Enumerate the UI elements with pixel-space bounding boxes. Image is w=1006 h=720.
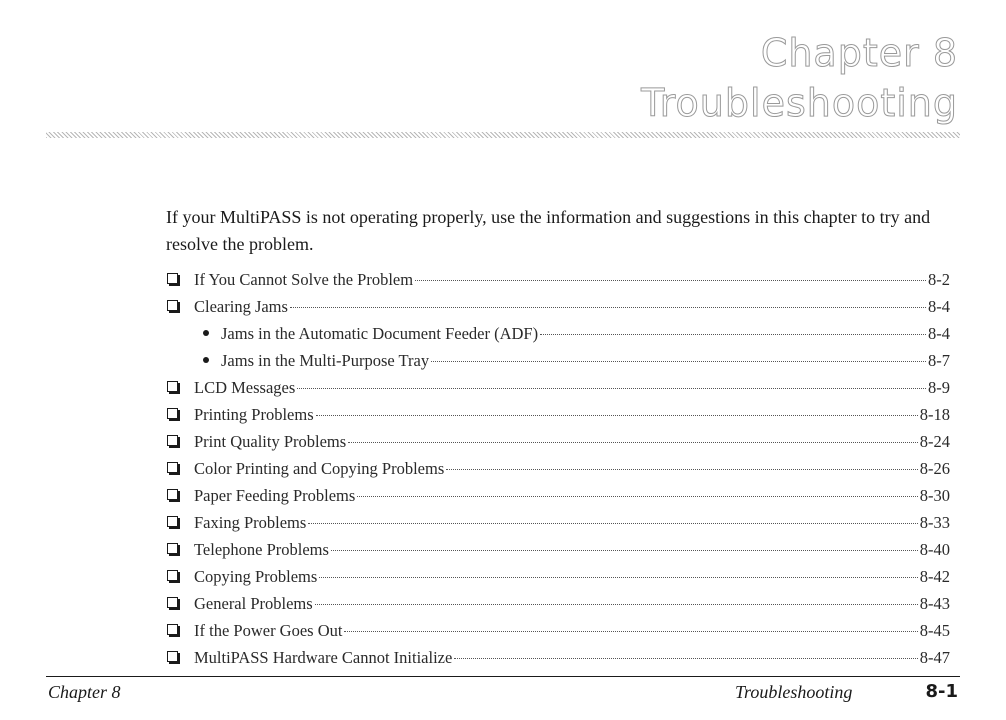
dot-leader bbox=[331, 550, 918, 551]
toc-entry-title: Telephone Problems bbox=[194, 540, 329, 559]
toc-entry-title: LCD Messages bbox=[194, 378, 296, 397]
toc-entry-page: 8-9 bbox=[928, 378, 950, 397]
toc-entry[interactable] bbox=[166, 401, 950, 428]
checkbox-bullet-icon bbox=[167, 381, 178, 392]
toc-entry-page: 8-45 bbox=[919, 621, 950, 640]
checkbox-bullet-icon bbox=[167, 273, 178, 284]
header-rule bbox=[46, 132, 960, 138]
dot-leader bbox=[357, 496, 917, 497]
dot-leader bbox=[431, 361, 926, 362]
checkbox-bullet-icon bbox=[167, 300, 178, 311]
checkbox-bullet-icon bbox=[167, 597, 178, 608]
toc-entry-title: Clearing Jams bbox=[194, 297, 288, 316]
dot-leader bbox=[316, 415, 918, 416]
dot-leader bbox=[540, 334, 926, 335]
toc-entry-title: Faxing Problems bbox=[194, 513, 307, 532]
toc-entry[interactable] bbox=[166, 428, 950, 455]
checkbox-bullet-icon bbox=[167, 408, 178, 419]
toc-entry-title: If the Power Goes Out bbox=[194, 621, 343, 640]
toc-entry-title: Paper Feeding Problems bbox=[194, 486, 356, 505]
checkbox-bullet-icon bbox=[167, 624, 178, 635]
checkbox-bullet-icon bbox=[167, 651, 178, 662]
dot-leader bbox=[344, 631, 917, 632]
chapter-number: Chapter 8 bbox=[760, 31, 958, 75]
toc-entry[interactable] bbox=[166, 617, 950, 644]
toc-entry-page: 8-4 bbox=[928, 297, 950, 316]
toc-entry[interactable] bbox=[166, 536, 950, 563]
toc-entry-page: 8-18 bbox=[919, 405, 950, 424]
toc-entry-title: Copying Problems bbox=[194, 567, 318, 586]
intro-paragraph: If your MultiPASS is not operating properly, use the information and suggestions in this chapter to try and resolve the problem. bbox=[166, 207, 931, 254]
checkbox-bullet-icon bbox=[167, 543, 178, 554]
dot-leader bbox=[297, 388, 926, 389]
toc-entry-page: 8-2 bbox=[928, 270, 950, 289]
toc-entry-title: If You Cannot Solve the Problem bbox=[194, 270, 414, 289]
toc-entry-title: Color Printing and Copying Problems bbox=[194, 459, 445, 478]
toc-entry-title: MultiPASS Hardware Cannot Initialize bbox=[194, 648, 453, 667]
toc-entry-page: 8-7 bbox=[928, 351, 950, 370]
footer-rule bbox=[46, 676, 960, 677]
toc-entry-page: 8-33 bbox=[919, 513, 950, 532]
footer-section-title: Troubleshooting bbox=[735, 682, 853, 702]
dot-leader bbox=[308, 523, 917, 524]
toc-entry-title: Jams in the Automatic Document Feeder (ADF) bbox=[221, 324, 539, 343]
bullet-icon bbox=[203, 330, 209, 336]
page-number: 8-1 bbox=[925, 681, 958, 702]
toc-entry[interactable] bbox=[166, 563, 950, 590]
toc-entry-page: 8-42 bbox=[919, 567, 950, 586]
chapter-title: Troubleshooting bbox=[641, 81, 958, 125]
bullet-icon bbox=[203, 357, 209, 363]
dot-leader bbox=[454, 658, 917, 659]
dot-leader bbox=[290, 307, 926, 308]
toc-entry[interactable] bbox=[166, 644, 950, 671]
checkbox-bullet-icon bbox=[167, 570, 178, 581]
toc-entry-title: Print Quality Problems bbox=[194, 432, 347, 451]
dot-leader bbox=[348, 442, 918, 443]
checkbox-bullet-icon bbox=[167, 435, 178, 446]
dot-leader bbox=[446, 469, 917, 470]
checkbox-bullet-icon bbox=[167, 489, 178, 500]
toc-entry-title: General Problems bbox=[194, 594, 313, 613]
toc-entry-page: 8-26 bbox=[919, 459, 950, 478]
dot-leader bbox=[315, 604, 918, 605]
toc-entry[interactable] bbox=[166, 455, 950, 482]
table-of-contents bbox=[166, 266, 950, 671]
toc-subentry[interactable] bbox=[166, 320, 950, 347]
toc-entry-page: 8-30 bbox=[919, 486, 950, 505]
toc-entry[interactable] bbox=[166, 266, 950, 293]
toc-entry-page: 8-47 bbox=[919, 648, 950, 667]
toc-entry-page: 8-40 bbox=[919, 540, 950, 559]
toc-entry[interactable] bbox=[166, 590, 950, 617]
toc-entry-page: 8-24 bbox=[919, 432, 950, 451]
toc-entry-page: 8-4 bbox=[928, 324, 950, 343]
checkbox-bullet-icon bbox=[167, 516, 178, 527]
toc-entry[interactable] bbox=[166, 482, 950, 509]
checkbox-bullet-icon bbox=[167, 462, 178, 473]
dot-leader bbox=[319, 577, 917, 578]
toc-entry[interactable] bbox=[166, 293, 950, 320]
toc-entry[interactable] bbox=[166, 509, 950, 536]
chapter-heading bbox=[641, 28, 958, 128]
footer-chapter: Chapter 8 bbox=[48, 682, 121, 702]
toc-entry-page: 8-43 bbox=[919, 594, 950, 613]
toc-entry-title: Jams in the Multi-Purpose Tray bbox=[221, 351, 430, 370]
toc-subentry[interactable] bbox=[166, 347, 950, 374]
dot-leader bbox=[415, 280, 926, 281]
toc-entry-title: Printing Problems bbox=[194, 405, 314, 424]
toc-entry[interactable] bbox=[166, 374, 950, 401]
